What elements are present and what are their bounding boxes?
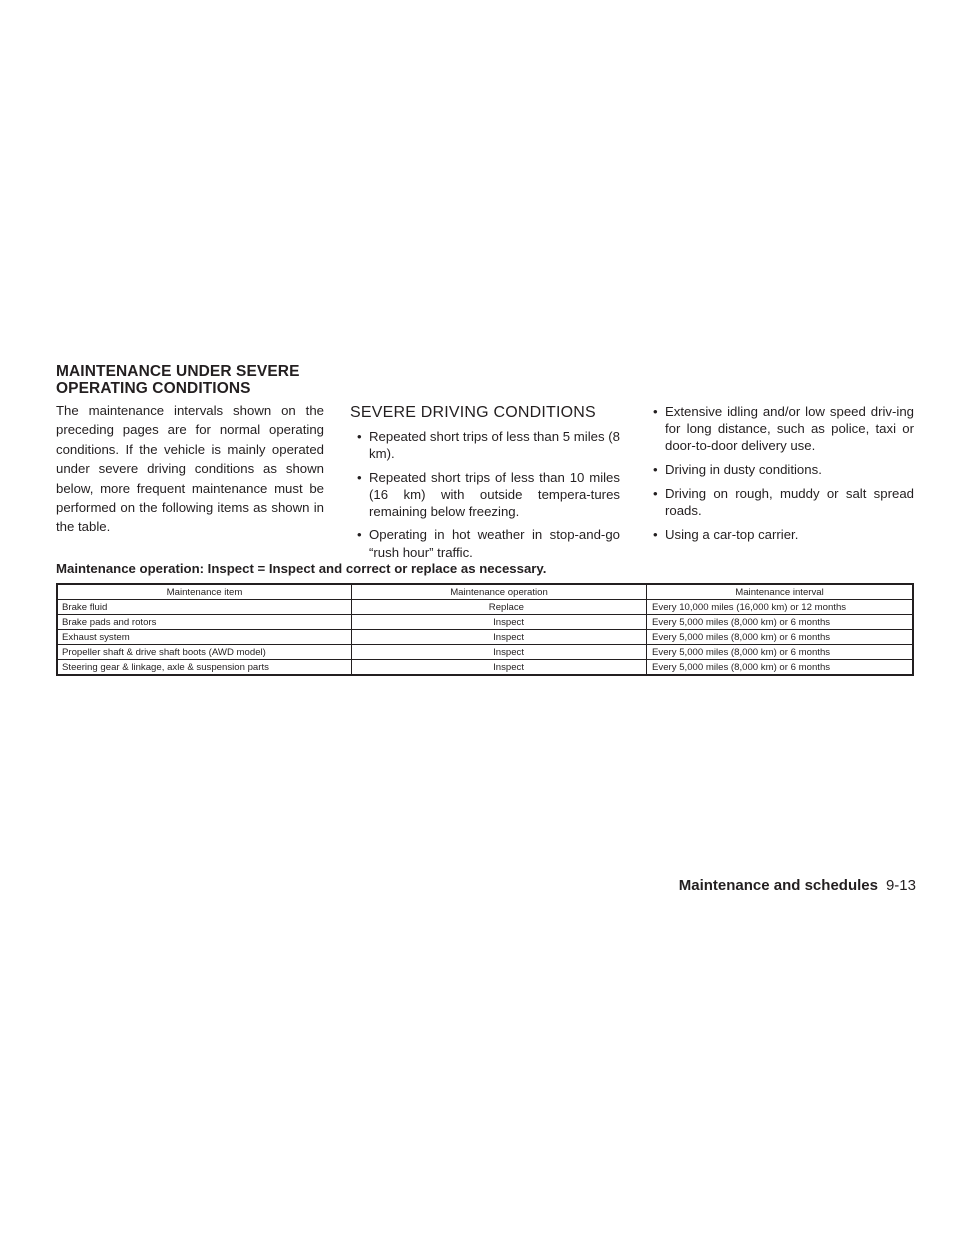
cell-interval: Every 5,000 miles (8,000 km) or 6 months	[647, 645, 914, 660]
table-row	[57, 600, 913, 615]
severe-conditions-list-2	[646, 403, 914, 543]
severe-conditions-title: SEVERE DRIVING CONDITIONS	[350, 404, 596, 421]
cell-interval: Every 5,000 miles (8,000 km) or 6 months	[647, 615, 914, 630]
severe-conditions-column-2	[646, 403, 914, 550]
cell-interval: Every 5,000 miles (8,000 km) or 6 months	[647, 630, 914, 645]
cell-item: Brake pads and rotors	[57, 615, 352, 630]
list-item: • Operating in hot weather in stop-and-go “rush hour” traffic.	[350, 526, 620, 560]
cell-operation: Inspect	[352, 630, 647, 645]
list-item: • Repeated short trips of less than 10 miles (16 km) with outside tempera-tures remaining below freezing.	[350, 469, 620, 521]
cell-item: Exhaust system	[57, 630, 352, 645]
list-item: • Using a car-top carrier.	[646, 526, 914, 543]
section-heading-line-2: OPERATING CONDITIONS	[56, 379, 251, 397]
column-header-operation: Maintenance operation	[352, 584, 647, 600]
cell-item: Propeller shaft & drive shaft boots (AWD model)	[57, 645, 352, 660]
severe-conditions-list-1	[350, 428, 620, 561]
footer-section-title: Maintenance and schedules	[678, 877, 878, 894]
cell-operation: Replace	[352, 600, 647, 615]
table-row	[57, 660, 913, 676]
cell-operation: Inspect	[352, 615, 647, 630]
table-row	[57, 615, 913, 630]
list-item: • Repeated short trips of less than 5 miles (8 km).	[350, 428, 620, 462]
page-number: 9-13	[885, 877, 916, 894]
cell-operation: Inspect	[352, 660, 647, 676]
section-heading-line-1: MAINTENANCE UNDER SEVERE	[56, 362, 300, 380]
table-row	[57, 645, 913, 660]
table-row	[57, 630, 913, 645]
severe-conditions-column-1	[350, 403, 620, 567]
list-item: • Extensive idling and/or low speed driv-ing for long distance, such as police, taxi or door-to-door delivery use.	[646, 403, 914, 455]
cell-item: Brake fluid	[57, 600, 352, 615]
column-header-item: Maintenance item	[57, 584, 352, 600]
table-header-row	[57, 584, 913, 600]
cell-operation: Inspect	[352, 645, 647, 660]
list-item: • Driving in dusty conditions.	[646, 461, 914, 478]
cell-interval: Every 10,000 miles (16,000 km) or 12 months	[647, 600, 914, 615]
list-item: • Driving on rough, muddy or salt spread roads.	[646, 485, 914, 519]
section-heading	[56, 363, 376, 397]
cell-item: Steering gear & linkage, axle & suspension parts	[57, 660, 352, 676]
table-caption: Maintenance operation: Inspect = Inspect and correct or replace as necessary.	[56, 561, 547, 576]
page-footer	[679, 876, 916, 896]
maintenance-table	[56, 583, 914, 676]
column-header-interval: Maintenance interval	[647, 584, 914, 600]
intro-paragraph: The maintenance intervals shown on the preceding pages are for normal operating conditions. If the vehicle is mainly operated under severe driving conditions as shown below, more frequent maintenance must be performed on the following items as shown in the table.	[56, 403, 324, 535]
cell-interval: Every 5,000 miles (8,000 km) or 6 months	[647, 660, 914, 676]
